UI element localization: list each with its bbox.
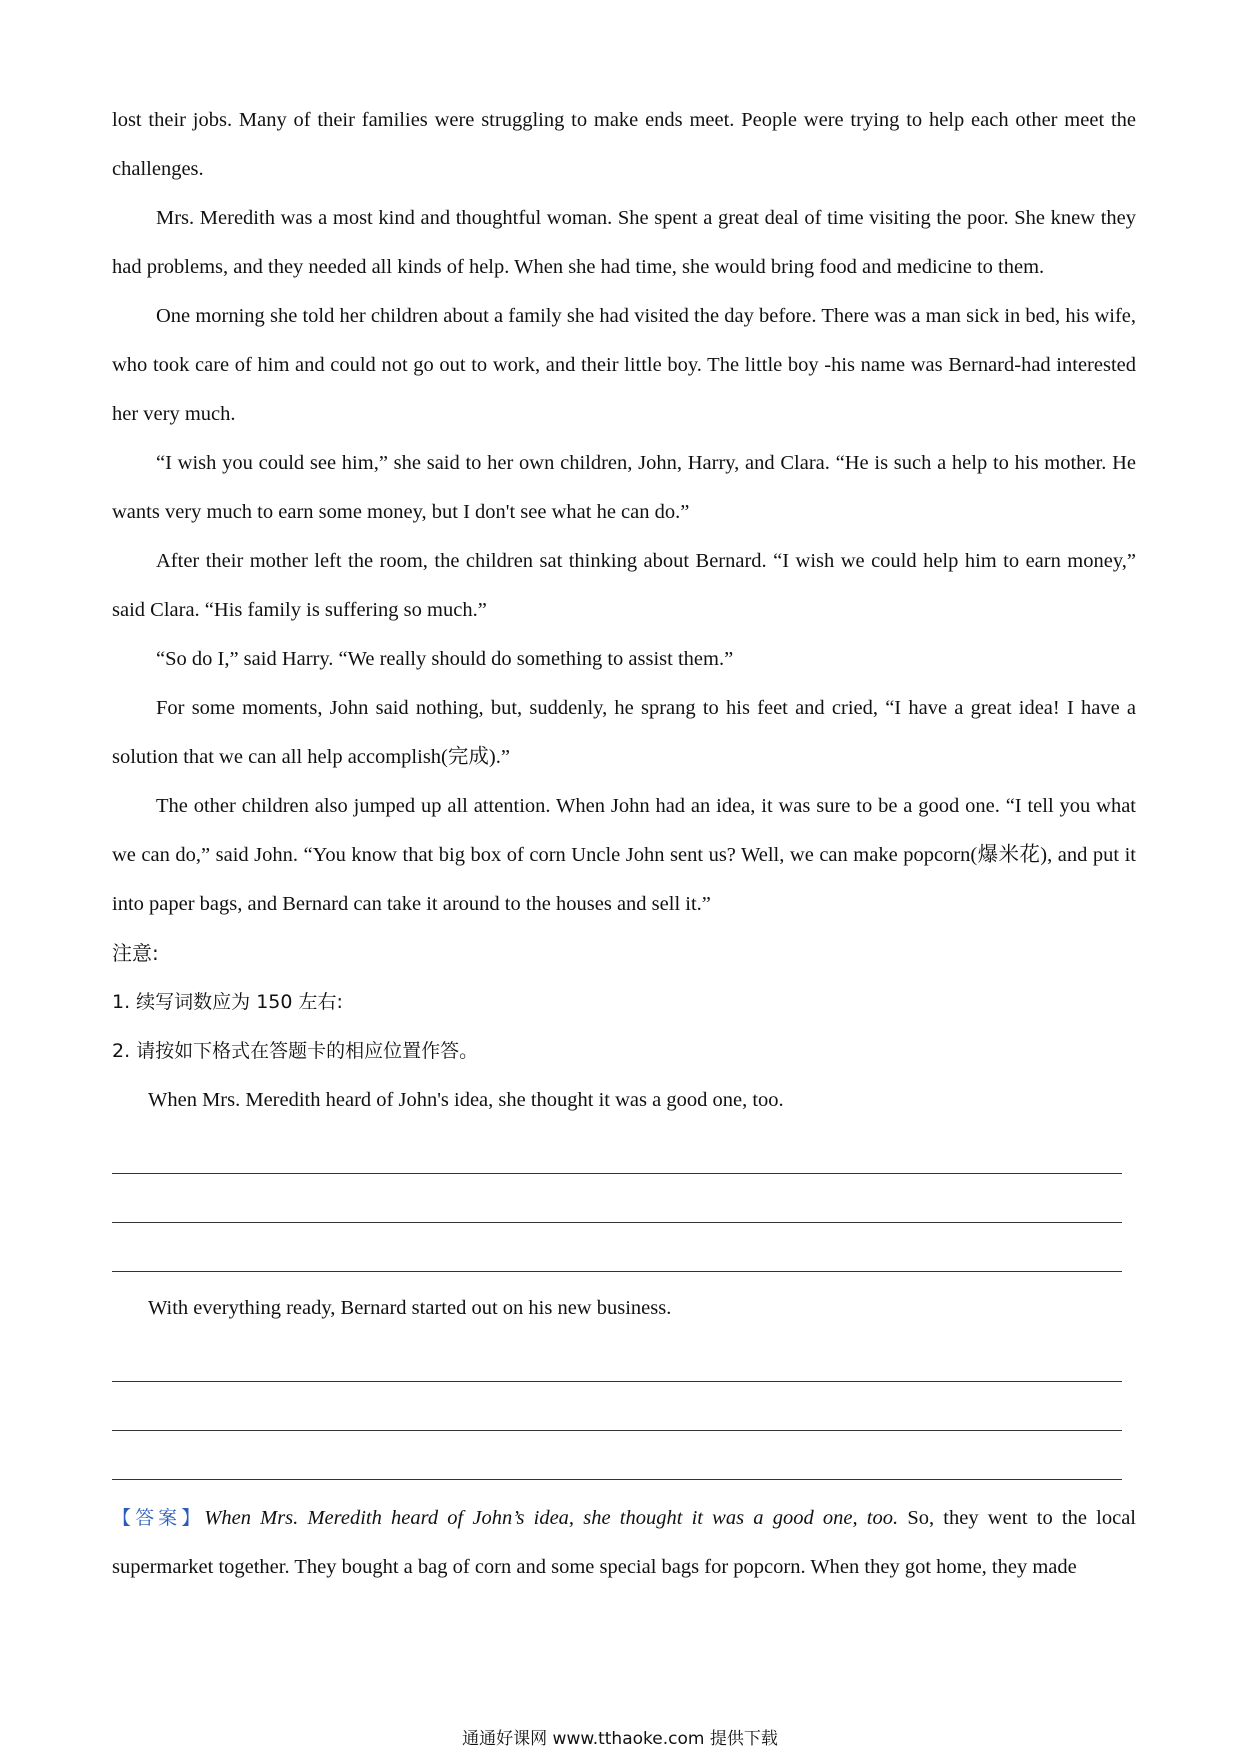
story-paragraph-1: lost their jobs. Many of their families were struggling to make ends meet. People were trying to help each other meet the challenges.	[112, 109, 1136, 180]
writing-line	[112, 1431, 1122, 1480]
story-paragraph-7: For some moments, John said nothing, but, suddenly, he sprang to his feet and cried, “I have a great idea! I have a solution that we can all help accomplish(完成).”	[112, 697, 1136, 768]
story-paragraph-2: Mrs. Meredith was a most kind and thoughtful woman. She spent a great deal of time visiting the poor. She knew they had problems, and they needed all kinds of help. When she had time, she would bring food and medicine to them.	[112, 207, 1136, 278]
notes-item-2: 2. 请按如下格式在答题卡的相应位置作答。	[112, 1040, 479, 1062]
writing-line	[112, 1333, 1122, 1382]
answer-body: So, they went to the local supermarket together. They bought a bag of corn and some special bags for popcorn. When they got home, they made	[112, 1507, 1137, 1578]
writing-line	[112, 1125, 1122, 1174]
writing-line	[112, 1174, 1122, 1223]
continuation-prompt-1: When Mrs. Meredith heard of John's idea, she thought it was a good one, too.	[148, 1089, 784, 1111]
story-paragraph-3: One morning she told her children about a family she had visited the day before. There was a man sick in bed, his wife, who took care of him and could not go out to work, and their little boy. The little boy -his name was Bernard-had interested her very much.	[112, 305, 1136, 425]
answer-paragraph	[112, 1494, 1136, 1592]
document-page	[112, 96, 1136, 1592]
story-paragraph-8: The other children also jumped up all attention. When John had an idea, it was sure to be a good one. “I tell you what we can do,” said John. “You know that big box of corn Uncle John sent us? Well, we can make popcorn(爆米花), and put it into paper bags, and Bernard can take it around to the houses and sell it.”	[112, 795, 1136, 915]
notes-heading: 注意:	[112, 941, 159, 965]
writing-line	[112, 1382, 1122, 1431]
writing-line	[112, 1223, 1122, 1272]
continuation-prompt-2: With everything ready, Bernard started out on his new business.	[148, 1297, 672, 1319]
story-paragraph-5: After their mother left the room, the children sat thinking about Bernard. “I wish we could help him to earn money,” said Clara. “His family is suffering so much.”	[112, 550, 1136, 621]
story-paragraph-6: “So do I,” said Harry. “We really should do something to assist them.”	[156, 648, 734, 670]
answer-tag: 【答案】	[112, 1507, 205, 1529]
answer-italic-lead: When Mrs. Meredith heard of John’s idea, she thought it was a good one, too.	[204, 1507, 899, 1529]
page-footer: 通通好课网 www.tthaoke.com 提供下载	[462, 1729, 778, 1749]
notes-item-1: 1. 续写词数应为 150 左右:	[112, 991, 343, 1013]
story-paragraph-4: “I wish you could see him,” she said to her own children, John, Harry, and Clara. “He is such a help to his mother. He wants very much to earn some money, but I don't see what he can do.”	[112, 452, 1136, 523]
